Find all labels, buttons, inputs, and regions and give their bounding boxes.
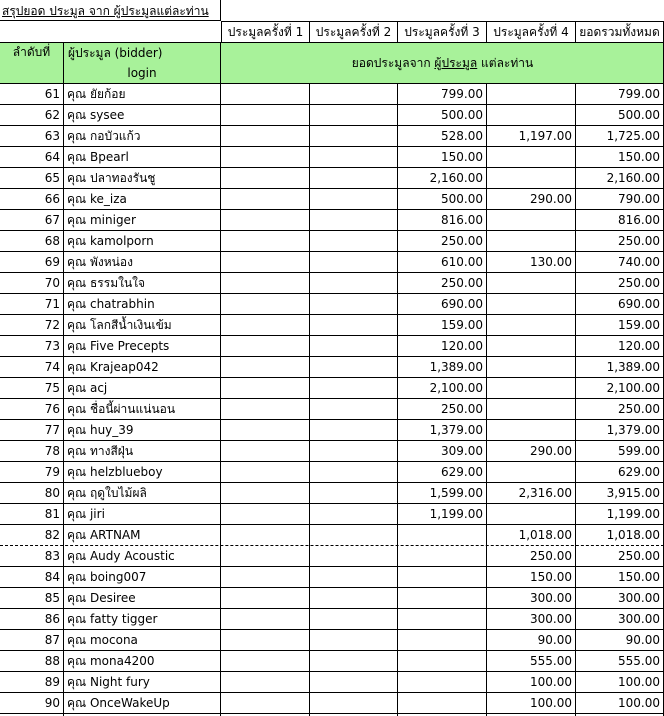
bid-amount-r3[interactable]: 250.00 xyxy=(441,276,483,290)
table-row xyxy=(0,483,664,504)
bid-amount-r2[interactable] xyxy=(310,252,397,272)
bid-amount-r4[interactable] xyxy=(487,357,575,377)
bidder-header-line2: login xyxy=(127,66,157,80)
bid-amount-r3[interactable]: 1,199.00 xyxy=(429,507,483,521)
row-number[interactable]: 86 xyxy=(44,612,60,626)
table-row xyxy=(0,273,664,294)
bid-amount-r3[interactable] xyxy=(398,693,486,713)
table-row xyxy=(0,315,664,336)
bid-amount-r2[interactable] xyxy=(310,462,397,482)
bidder-name[interactable]: คุณ Night fury xyxy=(67,675,150,689)
bid-amount-r2[interactable] xyxy=(310,84,397,104)
bid-amount-r1[interactable] xyxy=(221,210,309,230)
bid-amount-r1[interactable] xyxy=(221,105,309,125)
table-row xyxy=(0,441,664,462)
bid-amount-r3[interactable]: 629.00 xyxy=(441,465,483,479)
row-number[interactable]: 89 xyxy=(44,675,60,689)
bidder-name[interactable]: คุณ ทางสีฝุ่น xyxy=(67,444,134,458)
bid-amount-r3[interactable]: 1,599.00 xyxy=(429,486,483,500)
row-number[interactable]: 62 xyxy=(44,108,60,122)
row-number[interactable]: 71 xyxy=(44,297,60,311)
bid-amount-r1[interactable] xyxy=(221,168,309,188)
bid-amount-r3[interactable]: 816.00 xyxy=(441,213,483,227)
table-row xyxy=(0,105,664,126)
table-row xyxy=(0,336,664,357)
row-number[interactable]: 80 xyxy=(44,486,60,500)
bid-amount-r2[interactable] xyxy=(310,546,397,566)
row-number[interactable]: 88 xyxy=(44,654,60,668)
row-number[interactable]: 74 xyxy=(44,360,60,374)
total-amount[interactable]: 100.00 xyxy=(618,675,660,689)
table-row xyxy=(0,525,664,546)
bid-amount-r3[interactable] xyxy=(398,672,486,692)
bidder-name[interactable]: คุณ ชื่อนี้ผ่านแน่นอน xyxy=(67,402,176,416)
total-amount[interactable]: 629.00 xyxy=(618,465,660,479)
bidder-name[interactable]: คุณ acj xyxy=(67,381,108,395)
bid-amount-r2[interactable] xyxy=(310,483,397,503)
bid-amount-r1[interactable] xyxy=(221,630,309,650)
row-number[interactable]: 78 xyxy=(44,444,60,458)
bid-amount-r4[interactable] xyxy=(487,84,575,104)
row-number[interactable]: 61 xyxy=(44,87,60,101)
bid-amount-r4[interactable] xyxy=(487,231,575,251)
bidder-name[interactable]: คุณ boing007 xyxy=(67,570,147,584)
bid-amount-r4[interactable] xyxy=(487,273,575,293)
bid-amount-r2[interactable] xyxy=(310,504,397,524)
bid-amount-r1[interactable] xyxy=(221,567,309,587)
bid-amount-r2[interactable] xyxy=(310,651,397,671)
bid-amount-r2[interactable] xyxy=(310,231,397,251)
bid-amount-r4[interactable]: 150.00 xyxy=(530,570,572,584)
bid-amount-r4[interactable]: 1,018.00 xyxy=(518,528,572,542)
bid-amount-r4[interactable]: 100.00 xyxy=(530,696,572,710)
table-row xyxy=(0,126,664,147)
table-row xyxy=(0,84,664,105)
bid-amount-r2[interactable] xyxy=(310,567,397,587)
bidder-name[interactable]: คุณ Krajeap042 xyxy=(67,360,159,374)
bid-amount-r2[interactable] xyxy=(310,378,397,398)
bid-amount-r4[interactable] xyxy=(487,399,575,419)
table-row xyxy=(0,693,664,714)
total-amount[interactable]: 2,100.00 xyxy=(606,381,660,395)
bid-amount-r4[interactable]: 2,316.00 xyxy=(518,486,572,500)
bid-amount-r2[interactable] xyxy=(310,399,397,419)
bid-amount-r2[interactable] xyxy=(310,126,397,146)
bidder-name[interactable]: คุณ ธรรมในใจ xyxy=(67,276,146,290)
round-1-header[interactable]: ประมูลครั้งที่ 1 xyxy=(221,22,310,42)
table-row xyxy=(0,672,664,693)
bid-amount-r1[interactable] xyxy=(221,462,309,482)
bid-amount-r3[interactable]: 1,389.00 xyxy=(429,360,483,374)
row-number[interactable]: 75 xyxy=(44,381,60,395)
bid-amount-r4[interactable]: 300.00 xyxy=(530,591,572,605)
total-amount[interactable]: 555.00 xyxy=(618,654,660,668)
bid-amount-r4[interactable] xyxy=(487,315,575,335)
bid-amount-r1[interactable] xyxy=(221,84,309,104)
total-amount[interactable]: 250.00 xyxy=(618,234,660,248)
row-number[interactable]: 85 xyxy=(44,591,60,605)
bidder-name[interactable]: คุณ Desiree xyxy=(67,591,136,605)
bidder-header-line1: ผู้ประมูล (bidder) xyxy=(68,46,163,60)
bid-amount-r3[interactable]: 500.00 xyxy=(441,192,483,206)
bidder-name[interactable]: คุณ โลกสีน้ำเงินเข้ม xyxy=(67,318,172,332)
bid-amount-r2[interactable] xyxy=(310,609,397,629)
bidder-name[interactable]: คุณ ฤดูใบไม้ผลิ xyxy=(67,486,147,500)
row-number[interactable]: 68 xyxy=(44,234,60,248)
bidder-name[interactable]: คุณ Audy Acoustic xyxy=(67,549,175,563)
bid-amount-r3[interactable]: 250.00 xyxy=(441,402,483,416)
total-amount[interactable]: 2,160.00 xyxy=(606,171,660,185)
round-4-header[interactable]: ประมูลครั้งที่ 4 xyxy=(487,22,576,42)
bid-amount-r2[interactable] xyxy=(310,168,397,188)
bidder-header-cell[interactable] xyxy=(64,42,221,84)
bidder-name[interactable]: คุณ พังหน่อง xyxy=(67,255,133,269)
rank-header-cell[interactable] xyxy=(0,42,64,84)
bid-amount-r4[interactable] xyxy=(487,336,575,356)
bid-amount-r1[interactable] xyxy=(221,651,309,671)
bid-amount-r4[interactable]: 130.00 xyxy=(530,255,572,269)
total-amount[interactable]: 599.00 xyxy=(618,444,660,458)
bid-amount-r3[interactable]: 690.00 xyxy=(441,297,483,311)
bid-amount-r2[interactable] xyxy=(310,294,397,314)
table-row xyxy=(0,609,664,630)
amount-header xyxy=(221,43,664,83)
bid-amount-r2[interactable] xyxy=(310,420,397,440)
bid-amount-r3[interactable] xyxy=(398,546,486,566)
row-number[interactable]: 83 xyxy=(44,549,60,563)
table-row xyxy=(0,630,664,651)
bid-amount-r2[interactable] xyxy=(310,189,397,209)
title-cell[interactable] xyxy=(0,0,221,21)
table-row xyxy=(0,462,664,483)
bid-amount-r1[interactable] xyxy=(221,294,309,314)
total-amount[interactable]: 1,725.00 xyxy=(606,129,660,143)
bid-amount-r1[interactable] xyxy=(221,315,309,335)
table-row xyxy=(0,252,664,273)
row-number[interactable]: 77 xyxy=(44,423,60,437)
bidder-name[interactable]: คุณ ke_iza xyxy=(67,192,127,206)
bid-amount-r4[interactable] xyxy=(487,462,575,482)
bidder-name[interactable]: คุณ kamolporn xyxy=(67,234,154,248)
round-3-header[interactable]: ประมูลครั้งที่ 3 xyxy=(398,22,487,42)
row-number[interactable]: 87 xyxy=(44,633,60,647)
table-row xyxy=(0,588,664,609)
bidder-name[interactable]: คุณ ยัยก้อย xyxy=(67,87,126,101)
bid-amount-r2[interactable] xyxy=(310,630,397,650)
bid-amount-r3[interactable] xyxy=(398,525,486,545)
bidder-name[interactable]: คุณ Five Precepts xyxy=(67,339,170,353)
table-row xyxy=(0,357,664,378)
bid-amount-r1[interactable] xyxy=(221,252,309,272)
table-row xyxy=(0,147,664,168)
bid-amount-r3[interactable]: 799.00 xyxy=(441,87,483,101)
bid-amount-r4[interactable] xyxy=(487,168,575,188)
bid-amount-r1[interactable] xyxy=(221,231,309,251)
total-amount[interactable]: 250.00 xyxy=(618,402,660,416)
bid-amount-r3[interactable]: 2,100.00 xyxy=(429,381,483,395)
bidder-name[interactable]: คุณ mona4200 xyxy=(67,654,155,668)
bid-amount-r4[interactable] xyxy=(487,210,575,230)
table-row xyxy=(0,378,664,399)
bid-amount-r4[interactable]: 250.00 xyxy=(530,549,572,563)
bid-amount-r1[interactable] xyxy=(221,420,309,440)
bid-amount-r4[interactable]: 290.00 xyxy=(530,192,572,206)
total-amount[interactable]: 500.00 xyxy=(618,108,660,122)
bid-amount-r1[interactable] xyxy=(221,693,309,713)
bid-amount-r1[interactable] xyxy=(221,525,309,545)
bid-amount-r1[interactable] xyxy=(221,588,309,608)
bid-amount-r2[interactable] xyxy=(310,357,397,377)
bid-amount-r4[interactable]: 290.00 xyxy=(530,444,572,458)
bid-amount-r1[interactable] xyxy=(221,378,309,398)
table-row xyxy=(0,651,664,672)
bid-amount-r4[interactable] xyxy=(487,378,575,398)
total-amount[interactable]: 816.00 xyxy=(618,213,660,227)
bidder-name[interactable]: คุณ miniger xyxy=(67,213,136,227)
bid-amount-r2[interactable] xyxy=(310,210,397,230)
table-row xyxy=(0,504,664,525)
bid-amount-r1[interactable] xyxy=(221,189,309,209)
bid-amount-r3[interactable]: 610.00 xyxy=(441,255,483,269)
row-number[interactable]: 81 xyxy=(44,507,60,521)
bid-amount-r4[interactable] xyxy=(487,504,575,524)
rank-header: ลำดับที่ xyxy=(12,45,51,59)
total-amount[interactable]: 1,379.00 xyxy=(606,423,660,437)
bid-amount-r4[interactable]: 100.00 xyxy=(530,675,572,689)
bidder-name[interactable]: คุณ กอบัวแก้ว xyxy=(67,129,141,143)
bid-amount-r2[interactable] xyxy=(310,693,397,713)
amount-header-suffix: แต่ละท่าน xyxy=(477,56,534,70)
bid-amount-r3[interactable]: 159.00 xyxy=(441,318,483,332)
bid-amount-r3[interactable]: 120.00 xyxy=(441,339,483,353)
table-row xyxy=(0,420,664,441)
bid-amount-r3[interactable]: 250.00 xyxy=(441,234,483,248)
row-number[interactable]: 66 xyxy=(44,192,60,206)
bid-amount-r3[interactable] xyxy=(398,567,486,587)
bid-amount-r1[interactable] xyxy=(221,147,309,167)
bidder-name[interactable]: คุณ Bpearl xyxy=(67,150,129,164)
amount-header-prefix: ยอดประมูลจาก xyxy=(351,56,435,70)
bidder-name[interactable]: คุณ chatrabhin xyxy=(67,297,155,311)
bid-amount-r1[interactable] xyxy=(221,441,309,461)
bid-amount-r2[interactable] xyxy=(310,588,397,608)
bid-amount-r1[interactable] xyxy=(221,336,309,356)
amount-header-cell[interactable] xyxy=(221,42,664,84)
bid-amount-r3[interactable] xyxy=(398,651,486,671)
bid-amount-r3[interactable] xyxy=(398,588,486,608)
total-amount[interactable]: 790.00 xyxy=(618,192,660,206)
bid-amount-r2[interactable] xyxy=(310,105,397,125)
bidder-name[interactable]: คุณ helzblueboy xyxy=(67,465,163,479)
bid-amount-r3[interactable]: 2,160.00 xyxy=(429,171,483,185)
total-amount[interactable]: 100.00 xyxy=(618,696,660,710)
total-amount[interactable]: 1,389.00 xyxy=(606,360,660,374)
total-amount[interactable]: 250.00 xyxy=(618,549,660,563)
bid-amount-r1[interactable] xyxy=(221,399,309,419)
bid-amount-r1[interactable] xyxy=(221,672,309,692)
bid-amount-r1[interactable] xyxy=(221,546,309,566)
total-amount[interactable]: 120.00 xyxy=(618,339,660,353)
bid-amount-r1[interactable] xyxy=(221,483,309,503)
total-amount[interactable]: 159.00 xyxy=(618,318,660,332)
total-amount[interactable]: 1,199.00 xyxy=(606,507,660,521)
bidder-name[interactable]: คุณ mocona xyxy=(67,633,138,647)
row-number[interactable]: 64 xyxy=(44,150,60,164)
bidder-name[interactable]: คุณ huy_39 xyxy=(67,423,134,437)
bid-amount-r2[interactable] xyxy=(310,672,397,692)
bid-amount-r4[interactable]: 555.00 xyxy=(530,654,572,668)
bid-amount-r3[interactable]: 150.00 xyxy=(441,150,483,164)
table-row xyxy=(0,168,664,189)
bid-amount-r3[interactable]: 1,379.00 xyxy=(429,423,483,437)
bid-amount-r2[interactable] xyxy=(310,273,397,293)
bid-amount-r4[interactable] xyxy=(487,147,575,167)
bid-amount-r4[interactable] xyxy=(487,294,575,314)
bid-amount-r3[interactable]: 309.00 xyxy=(441,444,483,458)
bid-amount-r4[interactable] xyxy=(487,420,575,440)
row-number[interactable]: 73 xyxy=(44,339,60,353)
row-number[interactable]: 70 xyxy=(44,276,60,290)
bid-amount-r1[interactable] xyxy=(221,126,309,146)
table-row xyxy=(0,567,664,588)
bid-amount-r2[interactable] xyxy=(310,336,397,356)
bid-amount-r2[interactable] xyxy=(310,441,397,461)
table-row xyxy=(0,210,664,231)
bidder-name[interactable]: คุณ OnceWakeUp xyxy=(67,696,170,710)
row-number[interactable]: 84 xyxy=(44,570,60,584)
bidder-name[interactable]: คุณ jiri xyxy=(67,507,105,521)
table-row xyxy=(0,294,664,315)
bid-amount-r2[interactable] xyxy=(310,147,397,167)
bid-amount-r3[interactable]: 528.00 xyxy=(441,129,483,143)
bid-amount-r2[interactable] xyxy=(310,525,397,545)
row-number[interactable]: 63 xyxy=(44,129,60,143)
total-amount[interactable]: 250.00 xyxy=(618,276,660,290)
table-row xyxy=(0,189,664,210)
total-amount[interactable]: 300.00 xyxy=(618,612,660,626)
total-amount[interactable]: 300.00 xyxy=(618,591,660,605)
bid-amount-r1[interactable] xyxy=(221,609,309,629)
row-number[interactable]: 72 xyxy=(44,318,60,332)
table-row xyxy=(0,231,664,252)
bid-amount-r3[interactable] xyxy=(398,609,486,629)
row-number[interactable]: 65 xyxy=(44,171,60,185)
amount-header-link: ผู้ประมูล xyxy=(434,56,478,70)
bid-amount-r3[interactable] xyxy=(398,630,486,650)
bid-amount-r4[interactable]: 1,197.00 xyxy=(518,129,572,143)
bid-amount-r2[interactable] xyxy=(310,315,397,335)
table-row xyxy=(0,546,664,567)
row-number[interactable]: 76 xyxy=(44,402,60,416)
row-number[interactable]: 69 xyxy=(44,255,60,269)
row-number[interactable]: 90 xyxy=(44,696,60,710)
round-2-header[interactable]: ประมูลครั้งที่ 2 xyxy=(310,22,398,42)
table-row xyxy=(0,399,664,420)
bidder-name[interactable]: คุณ ปลาทองรันชู xyxy=(67,171,156,185)
total-amount[interactable]: 3,915.00 xyxy=(606,486,660,500)
bid-amount-r4[interactable]: 90.00 xyxy=(537,633,572,647)
total-amount[interactable]: 740.00 xyxy=(618,255,660,269)
row-number[interactable]: 67 xyxy=(44,213,60,227)
bidder-name[interactable]: คุณ ARTNAM xyxy=(67,528,141,542)
bid-amount-r4[interactable]: 300.00 xyxy=(530,612,572,626)
bid-amount-r1[interactable] xyxy=(221,504,309,524)
bid-amount-r1[interactable] xyxy=(221,273,309,293)
total-header[interactable]: ยอดรวมทั้งหมด xyxy=(576,22,664,42)
bid-amount-r4[interactable] xyxy=(487,105,575,125)
sheet-title: สรุปยอด ประมูล จาก ผู้ประมูลแต่ละท่าน xyxy=(2,4,209,18)
row-number[interactable]: 82 xyxy=(44,528,60,542)
total-amount[interactable]: 690.00 xyxy=(618,297,660,311)
bid-amount-r3[interactable]: 500.00 xyxy=(441,108,483,122)
total-amount[interactable]: 150.00 xyxy=(618,150,660,164)
total-amount[interactable]: 799.00 xyxy=(618,87,660,101)
bid-amount-r1[interactable] xyxy=(221,357,309,377)
row-number[interactable]: 79 xyxy=(44,465,60,479)
total-amount[interactable]: 150.00 xyxy=(618,570,660,584)
bidder-name[interactable]: คุณ fatty tigger xyxy=(67,612,158,626)
total-amount[interactable]: 1,018.00 xyxy=(606,528,660,542)
bidder-name[interactable]: คุณ sysee xyxy=(67,108,125,122)
total-amount[interactable]: 90.00 xyxy=(625,633,660,647)
